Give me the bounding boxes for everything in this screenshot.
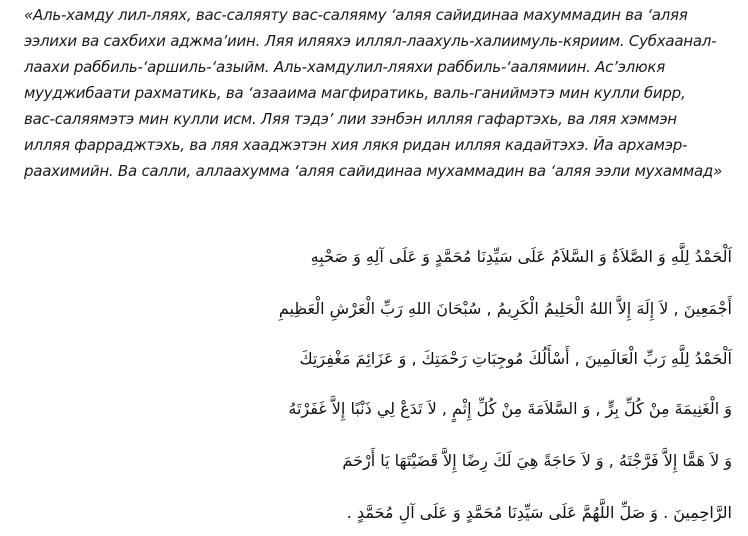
arabic-line: الرَّاحِمِينَ . وَ صَلِّ اللَّهُمَّ عَلَى سَيِّدِنَا مُحَمَّدٍ وَ عَلَى آلِ مُحَمَّدٍ . <box>346 503 732 522</box>
transliteration-line: вас-саляямэтэ мин кулли исм. Ляя тэдэ’ лии зэнбэн илляя гафартэхь, ва ляя хэммэн <box>24 110 677 128</box>
transliteration-line: лаахи раббиль-‘аршиль-‘азыйм. Аль-хамдулил-ляяхи раббиль-‘аалямиин. Ас’элюкя <box>24 58 665 76</box>
transliteration-line: илляя фарраджтэхь, ва ляя хааджэтэн хия лякя ридан илляя кадайтэхэ. Йа архамэр- <box>24 136 688 154</box>
arabic-line: وَ الْغَنِيمَةَ مِنْ كُلِّ بِرٍّ , وَ السَّلاَمَةَ مِنْ كُلِّ إِثْمٍ , لاَ تَدَعْ لِي ذَنْبًا إِلاَّ غَفَرْتَهُ <box>288 399 732 418</box>
arabic-line: وَ لاَ هَمًّا إِلاَّ فَرَّجْتَهُ , وَ لاَ حَاجَةً هِيَ لَكَ رِضًا إِلاَّ قَضَيْتَهَا يَا أَرْحَمَ <box>342 451 732 470</box>
transliteration-line: мууджибаати рахматикь, ва ‘азааима магфиратикь, валь-ганиймэтэ мин кулли бирр, <box>24 84 686 102</box>
transliteration-line: «Аль-хамду лил-ляях, вас-саляяту вас-саляяму ‘аляя сайидинаа махуммадин ва ‘аляя <box>24 6 688 24</box>
arabic-line: أَجْمَعِينَ , لاَ إِلَهَ إِلاَّ اللهُ الْحَلِيمُ الْكَرِيمُ , سُبْحَانَ اللهِ رَبِّ الْعَرْشِ الْعَظِيمِ <box>278 299 732 318</box>
arabic-line: اَلْحَمْدُ لِلَّهِ وَ الصَّلاَةُ وَ السَّلاَمُ عَلَى سَيِّدِنَا مُحَمَّدٍ وَ عَلَى آلِهِ وَ صَحْبِهِ <box>310 247 732 266</box>
transliteration-paragraph <box>24 2 742 184</box>
arabic-line: اَلْحَمْدُ لِلَّهِ رَبِّ الْعَالَمِينَ , أَسْأَلُكَ مُوجِبَاتِ رَحْمَتِكَ , وَ عَزَائِمَ مَغْفِرَتِكَ <box>299 349 732 368</box>
transliteration-line: ээлихи ва сахбихи аджма’иин. Ляя иляяхэ иллял-лаахуль-халиимуль-кяриим. Субхаанал- <box>24 32 717 50</box>
transliteration-line: раахимийн. Ва салли, аллаахумма ‘аляя сайидинаа мухаммадин ва ‘аляя ээли мухаммад» <box>24 162 723 180</box>
